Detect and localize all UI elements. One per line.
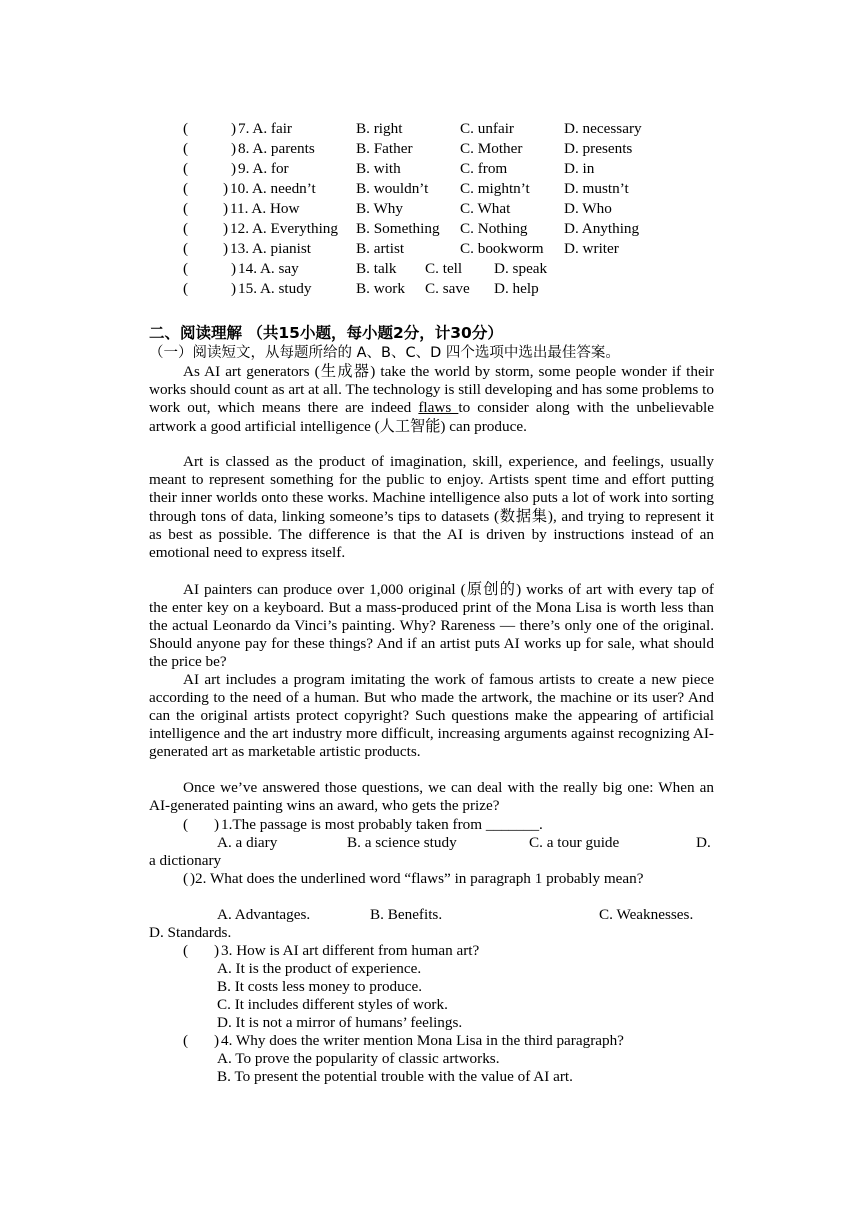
option-b: B. with (356, 160, 401, 177)
option-a: 14. A. say (238, 260, 299, 277)
paren-open: ( (183, 870, 189, 887)
text-run: AI painters can produce over 1,000 original ( (183, 581, 466, 598)
option-a: 12. A. Everything (230, 220, 338, 237)
question-2: )2. What does the underlined word “flaws” in paragraph 1 probably mean? (190, 870, 644, 887)
q1-option-c: C. a tour guide (529, 834, 620, 851)
passage-paragraph-3 (149, 580, 714, 671)
chinese-gloss: 生成器 (319, 362, 371, 380)
option-a: 10. A. needn’t (230, 180, 316, 197)
question-3: 3. How is AI art different from human art? (221, 942, 480, 959)
paren-close: ) (223, 200, 229, 217)
paren-close: ) (231, 120, 237, 137)
paren-close: ) (223, 180, 229, 197)
option-a: 7. A. fair (238, 120, 292, 137)
q1-option-a: A. a diary (217, 834, 278, 851)
paren-open: ( (183, 120, 189, 137)
q4-option-b: B. To present the potential trouble with the value of AI art. (217, 1068, 573, 1085)
text-run: ), and trying to represent it as best as possible. The difference is that the AI is driven by instructions instead of an emotional need to express itself. (149, 508, 714, 562)
option-b: B. Something (356, 220, 440, 237)
paren-close: ) (223, 220, 229, 237)
text-run: to consider along with the unbelievable artwork a good artificial intelligence ( (149, 399, 714, 436)
question-4: 4. Why does the writer mention Mona Lisa in the third paragraph? (221, 1032, 624, 1049)
option-b: B. artist (356, 240, 405, 257)
option-d: D. necessary (564, 120, 642, 137)
paren-open: ( (183, 1032, 189, 1049)
paren-close: ) (231, 260, 237, 277)
text-run: As AI art generators ( (183, 363, 320, 380)
option-c: C. bookworm (460, 240, 544, 257)
q2-option-c: C. Weaknesses. (599, 906, 694, 923)
chinese-gloss: 原创的 (465, 580, 517, 598)
option-d: D. writer (564, 240, 619, 257)
option-a: 13. A. pianist (230, 240, 312, 257)
option-c: C. Mother (460, 140, 523, 157)
option-b: B. talk (356, 260, 397, 277)
option-c: C. Nothing (460, 220, 528, 237)
paren-close: ) (231, 160, 237, 177)
paren-open: ( (183, 942, 189, 959)
option-d: D. Anything (564, 220, 640, 237)
option-c: C. tell (425, 260, 463, 277)
paren-close: ) (231, 140, 237, 157)
option-c: C. What (460, 200, 511, 217)
paren-open: ( (183, 140, 189, 157)
option-c: C. save (425, 280, 470, 297)
text-run: Art is classed as the product of imagination, skill, experience, and feelings, usually meant to represent something for the public to enjoy. Artists spent time and effort putting their inner worlds onto these works. Machine intelligence also puts a lot of work into sorting through tons of data, linking someone’s tips to datasets ( (149, 453, 714, 526)
chinese-gloss: 数据集 (499, 507, 548, 526)
q3-option-c: C. It includes different styles of work. (217, 996, 448, 1013)
paren-close: ) (214, 816, 220, 833)
chinese-gloss: 人工智能 (379, 417, 441, 436)
section-heading: 二、阅读理解 （共15小题，每小题2分，计30分） (149, 324, 503, 342)
option-a: 11. A. How (230, 200, 300, 217)
paren-close: ) (223, 240, 229, 257)
paren-close: ) (231, 280, 237, 297)
option-c: C. mightn’t (460, 180, 530, 197)
paren-open: ( (183, 816, 189, 833)
option-d: D. presents (564, 140, 633, 157)
passage-paragraph-2 (149, 453, 714, 563)
option-b: B. right (356, 120, 403, 137)
option-d: D. mustn’t (564, 180, 629, 197)
option-d: D. help (494, 280, 539, 297)
paren-open: ( (183, 240, 189, 257)
question-1: 1.The passage is most probably taken from _______. (221, 816, 543, 833)
q4-option-a: A. To prove the popularity of classic artworks. (217, 1050, 500, 1067)
paren-close: ) (214, 1032, 220, 1049)
passage-paragraph-1 (149, 362, 714, 436)
instruction: （一）阅读短文，从每题所给的 A、B、C、D 四个选项中选出最佳答案。 (149, 345, 620, 361)
q2-option-b: B. Benefits. (370, 906, 443, 923)
option-a: 9. A. for (238, 160, 289, 177)
paren-open: ( (183, 180, 189, 197)
paren-open: ( (183, 260, 189, 277)
q2-option-a: A. Advantages. (217, 906, 311, 923)
option-b: B. Father (356, 140, 413, 157)
q2-option-d: D. Standards. (149, 924, 232, 941)
q1-option-d: a dictionary (149, 852, 222, 869)
option-d: D. speak (494, 260, 548, 277)
q1-option-d-label: D. (696, 834, 711, 851)
option-d: D. in (564, 160, 595, 177)
q1-option-b: B. a science study (347, 834, 457, 851)
option-d: D. Who (564, 200, 612, 217)
option-b: B. wouldn’t (356, 180, 429, 197)
paren-open: ( (183, 280, 189, 297)
paren-close: ) (214, 942, 220, 959)
option-a: 15. A. study (238, 280, 312, 297)
option-c: C. from (460, 160, 508, 177)
option-a: 8. A. parents (238, 140, 315, 157)
text-run: ) works of art with every tap of the enter key on a keyboard. But a mass-produced print of the Mona Lisa is worth less than the actual Leonardo da Vinci’s painting. Why? Rareness — there’s only one of the original. Should anyone pay for these things? And if an artist puts AI works up for sale, what should the price be? (149, 581, 714, 671)
q3-option-d: D. It is not a mirror of humans’ feelings. (217, 1014, 463, 1031)
option-b: B. Why (356, 200, 403, 217)
option-b: B. work (356, 280, 405, 297)
text-run: ) take the world by storm, some people wonder if their works should count as art at all. The technology is still developing and has some problems to work out, which means there are indeed (149, 363, 714, 417)
paren-open: ( (183, 200, 189, 217)
underlined-word: flaws (418, 399, 459, 417)
text-run: ) can produce. (440, 418, 527, 436)
passage-paragraph-4: AI art includes a program imitating the work of famous artists to create a new piece according to the need of a human. But who made the artwork, the machine or its user? And can the original artists protect copyright? Such questions make the appearing of artificial intelligence and the art industry more difficult, increasing arguments against recognizing AI-generated art as marketable artistic products. (149, 671, 714, 761)
q3-option-a: A. It is the product of experience. (217, 960, 422, 977)
q3-option-b: B. It costs less money to produce. (217, 978, 423, 995)
option-c: C. unfair (460, 120, 514, 137)
paren-open: ( (183, 220, 189, 237)
passage-paragraph-5: Once we’ve answered those questions, we can deal with the really big one: When an AI-generated painting wins an award, who gets the prize? (149, 779, 714, 815)
paren-open: ( (183, 160, 189, 177)
